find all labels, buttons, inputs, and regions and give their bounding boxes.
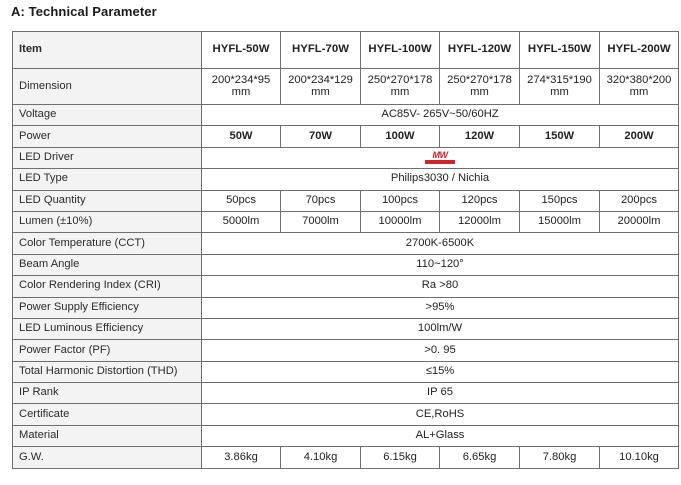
gw-cell: 4.10kg	[281, 447, 361, 468]
row-label: Beam Angle	[13, 254, 202, 275]
gw-cell: 6.65kg	[440, 447, 520, 468]
led-quantity-cell: 120pcs	[440, 190, 520, 211]
power-cell: 100W	[361, 126, 440, 147]
power-cell: 50W	[202, 126, 281, 147]
model-header: HYFL-50W	[202, 32, 281, 69]
lumen-cell: 7000lm	[281, 211, 361, 232]
led-quantity-cell: 70pcs	[281, 190, 361, 211]
led-type-value: Philips3030 / Nichia	[202, 169, 679, 190]
model-header: HYFL-200W	[600, 32, 679, 69]
gw-cell: 6.15kg	[361, 447, 440, 468]
gw-cell: 10.10kg	[600, 447, 679, 468]
lumen-cell: 10000lm	[361, 211, 440, 232]
section-title	[11, 4, 157, 19]
power-cell: 70W	[281, 126, 361, 147]
meanwell-logo-icon	[425, 151, 455, 164]
row-label: LED Luminous Efficiency	[13, 318, 202, 339]
table-row-led-quantity	[13, 190, 679, 211]
table-row-luminous-efficiency	[13, 318, 679, 339]
meanwell-logo-text: MW	[432, 150, 448, 161]
cct-value: 2700K-6500K	[202, 233, 679, 254]
dimension-cell: 250*270*178 mm	[440, 69, 520, 105]
row-label: LED Quantity	[13, 190, 202, 211]
psu-efficiency-value: >95%	[202, 297, 679, 318]
header-item-label: Item	[13, 32, 202, 69]
row-label: LED Driver	[13, 147, 202, 168]
lumen-cell: 15000lm	[520, 211, 600, 232]
row-label: Power Supply Efficiency	[13, 297, 202, 318]
table-row-power-factor	[13, 340, 679, 361]
led-quantity-cell: 50pcs	[202, 190, 281, 211]
row-label: Dimension	[13, 69, 202, 105]
row-label: Color Temperature (CCT)	[13, 233, 202, 254]
beam-angle-value: 110~120°	[202, 254, 679, 275]
row-label: Voltage	[13, 105, 202, 126]
row-label: IP Rank	[13, 383, 202, 404]
led-quantity-cell: 150pcs	[520, 190, 600, 211]
model-header: HYFL-120W	[440, 32, 520, 69]
row-label: LED Type	[13, 169, 202, 190]
row-label: Power	[13, 126, 202, 147]
table-row-cct	[13, 233, 679, 254]
power-cell: 120W	[440, 126, 520, 147]
led-quantity-cell: 200pcs	[600, 190, 679, 211]
ip-rank-value: IP 65	[202, 383, 679, 404]
certificate-value: CE,RoHS	[202, 404, 679, 425]
dimension-cell: 320*380*200 mm	[600, 69, 679, 105]
section-separator: :	[20, 4, 29, 19]
table-row-thd	[13, 361, 679, 382]
table-header-row	[13, 32, 679, 69]
table-row-dimension	[13, 69, 679, 105]
led-driver-value	[202, 147, 679, 168]
table-row-certificate	[13, 404, 679, 425]
technical-parameter-table	[12, 31, 679, 469]
cri-value: Ra >80	[202, 276, 679, 297]
table-row-power	[13, 126, 679, 147]
row-label: Total Harmonic Distortion (THD)	[13, 361, 202, 382]
row-label: Certificate	[13, 404, 202, 425]
table-row-material	[13, 425, 679, 446]
dimension-cell: 250*270*178 mm	[361, 69, 440, 105]
table-row-cri	[13, 276, 679, 297]
model-header: HYFL-70W	[281, 32, 361, 69]
row-label: Power Factor (PF)	[13, 340, 202, 361]
model-header: HYFL-100W	[361, 32, 440, 69]
meanwell-logo-bar	[425, 160, 455, 164]
table-row-led-driver	[13, 147, 679, 168]
lumen-cell: 5000lm	[202, 211, 281, 232]
dimension-cell: 274*315*190 mm	[520, 69, 600, 105]
model-header: HYFL-150W	[520, 32, 600, 69]
gw-cell: 7.80kg	[520, 447, 600, 468]
section-prefix: A	[11, 4, 21, 19]
row-label: Color Rendering Index (CRI)	[13, 276, 202, 297]
power-cell: 150W	[520, 126, 600, 147]
luminous-efficiency-value: 100lm/W	[202, 318, 679, 339]
voltage-value: AC85V- 265V~50/60HZ	[202, 105, 679, 126]
gw-cell: 3.86kg	[202, 447, 281, 468]
table-row-led-type	[13, 169, 679, 190]
led-quantity-cell: 100pcs	[361, 190, 440, 211]
table-row-lumen	[13, 211, 679, 232]
power-cell: 200W	[600, 126, 679, 147]
lumen-cell: 20000lm	[600, 211, 679, 232]
table-row-gw	[13, 447, 679, 468]
row-label: Lumen (±10%)	[13, 211, 202, 232]
table-row-beam-angle	[13, 254, 679, 275]
thd-value: ≤15%	[202, 361, 679, 382]
power-factor-value: >0. 95	[202, 340, 679, 361]
row-label: G.W.	[13, 447, 202, 468]
table-row-psu-efficiency	[13, 297, 679, 318]
lumen-cell: 12000lm	[440, 211, 520, 232]
dimension-cell: 200*234*95 mm	[202, 69, 281, 105]
section-title-text: Technical Parameter	[28, 4, 157, 19]
dimension-cell: 200*234*129 mm	[281, 69, 361, 105]
material-value: AL+Glass	[202, 425, 679, 446]
table-row-voltage	[13, 105, 679, 126]
row-label: Material	[13, 425, 202, 446]
table-row-ip-rank	[13, 383, 679, 404]
